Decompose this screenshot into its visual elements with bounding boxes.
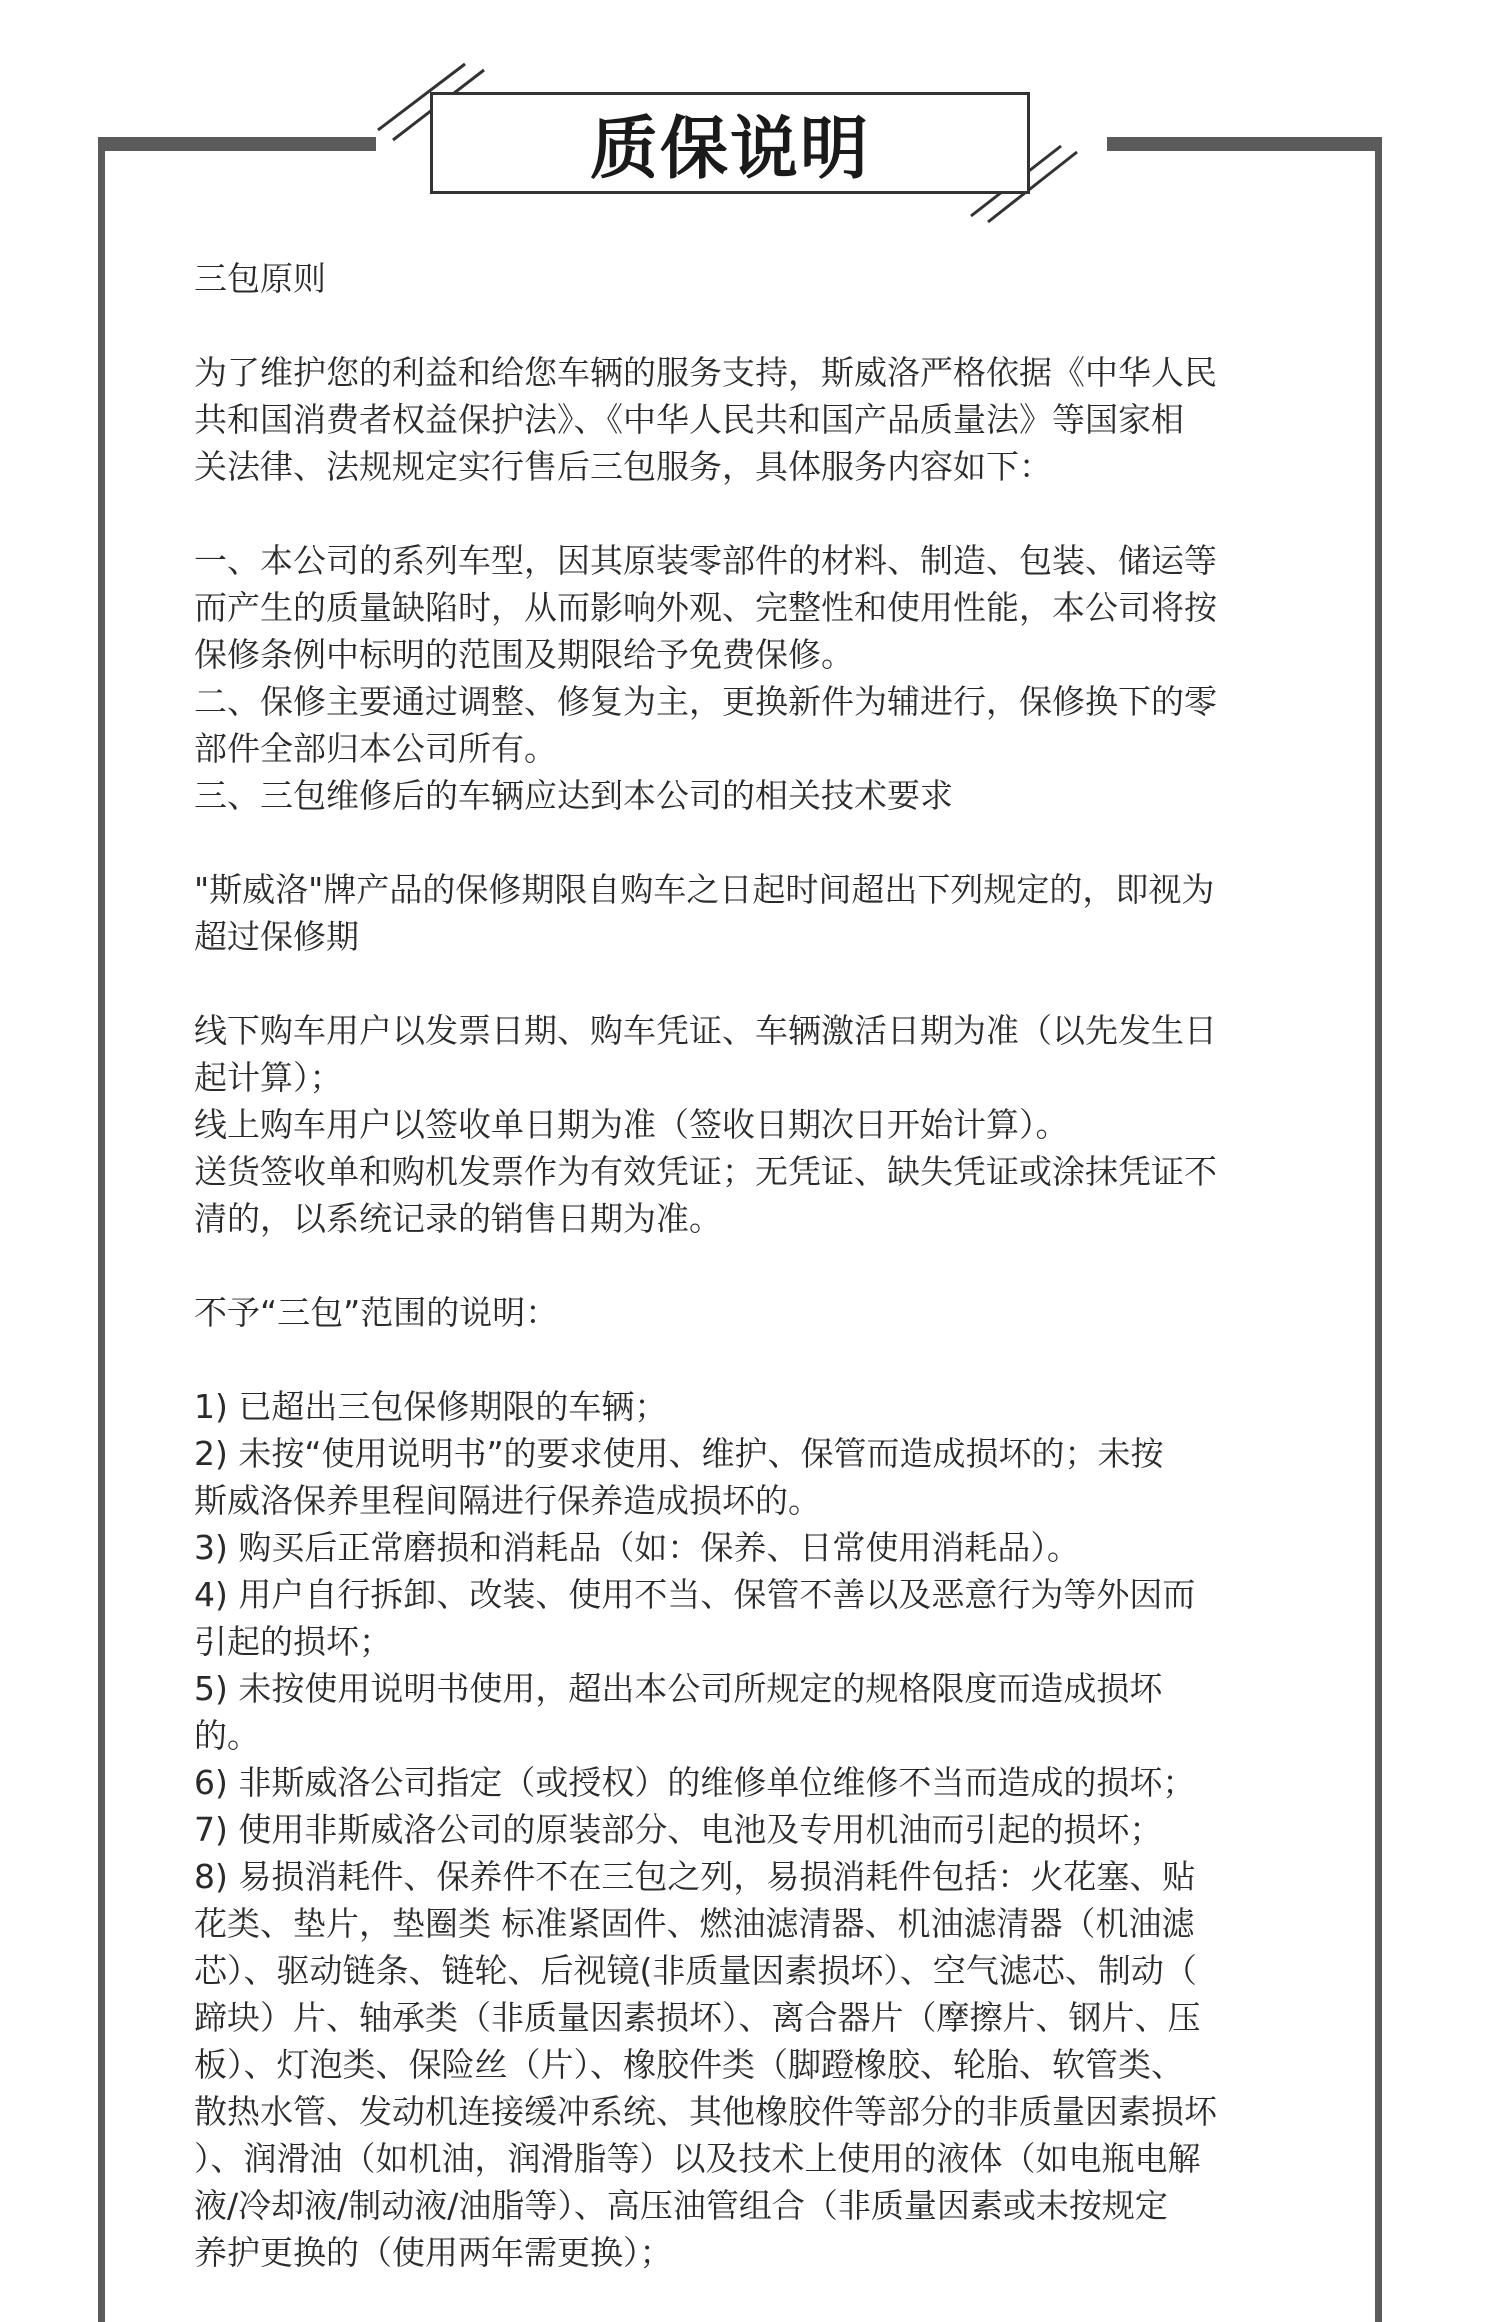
exclusion-line: 斯威洛保养里程间隔进行保养造成损坏的。	[194, 1481, 821, 1520]
intro-line: 关法律、法规规定实行售后三包服务，具体服务内容如下：	[194, 447, 1052, 486]
exclusion-line: 液/冷却液/制动液/油脂等）、高压油管组合（非质量因素或未按规定	[194, 2186, 1168, 2225]
exclusion-line: 6) 非斯威洛公司指定（或授权）的维修单位维修不当而造成的损坏；	[194, 1763, 1196, 1802]
rule-line: 一、本公司的系列车型，因其原装零部件的材料、制造、包装、储运等	[194, 541, 1217, 580]
warranty-content	[194, 255, 1294, 2276]
purchase-line: 送货签收单和购机发票作为有效凭证；无凭证、缺失凭证或涂抹凭证不	[194, 1152, 1217, 1191]
title-box	[430, 92, 1030, 194]
purchase-line: 清的，以系统记录的销售日期为准。	[194, 1199, 722, 1238]
purchase-line: 线下购车用户以发票日期、购车凭证、车辆激活日期为准（以先发生日	[194, 1011, 1217, 1050]
exclusion-line: 的。	[194, 1716, 260, 1755]
period-line: "斯威洛"牌产品的保修期限自购车之日起时间超出下列规定的，即视为	[194, 870, 1215, 909]
exclusion-line: 养护更换的（使用两年需更换）；	[194, 2233, 673, 2272]
exclusion-line: 3) 购买后正常磨损和消耗品（如：保养、日常使用消耗品）。	[194, 1528, 1080, 1567]
exclusion-line: 散热水管、发动机连接缓冲系统、其他橡胶件等部分的非质量因素损坏	[194, 2092, 1217, 2131]
frame-right-bar	[1375, 137, 1382, 2322]
rule-line: 部件全部归本公司所有。	[194, 729, 557, 768]
exclusion-line: 7) 使用非斯威洛公司的原装部分、电池及专用机油而引起的损坏；	[194, 1810, 1163, 1849]
page-title: 质保说明	[589, 109, 870, 189]
exclusion-line: ）、润滑油（如机油，润滑脂等）以及技术上使用的液体（如电瓶电解	[194, 2139, 1201, 2178]
exclusion-line: 引起的损坏；	[194, 1622, 392, 1661]
intro-line: 为了维护您的利益和给您车辆的服务支持，斯威洛严格依据《中华人民	[194, 353, 1217, 392]
purchase-rules	[194, 1007, 1294, 1242]
section-heading: 三包原则	[194, 259, 326, 298]
rule-line: 而产生的质量缺陷时，从而影响外观、完整性和使用性能，本公司将按	[194, 588, 1217, 627]
period-note	[194, 866, 1294, 960]
exclusion-line: 8) 易损消耗件、保养件不在三包之列，易损消耗件包括：火花塞、贴	[194, 1857, 1196, 1896]
exclusion-line: 1) 已超出三包保修期限的车辆；	[194, 1387, 668, 1426]
exclusion-line: 花类、垫片，垫圈类 标准紧固件、燃油滤清器、机油滤清器（机油滤	[194, 1904, 1195, 1943]
rule-line: 保修条例中标明的范围及期限给予免费保修。	[194, 635, 854, 674]
exclusion-line: 蹄块）片、轴承类（非质量因素损坏）、离合器片（摩擦片、钢片、压	[194, 1998, 1201, 2037]
exclusion-line: 2) 未按“使用说明书”的要求使用、维护、保管而造成损坏的；未按	[194, 1434, 1164, 1473]
exclusion-line: 板）、灯泡类、保险丝（片）、橡胶件类（脚蹬橡胶、轮胎、软管类、	[194, 2045, 1184, 2084]
intro-paragraph	[194, 349, 1294, 490]
frame-left-bar	[98, 137, 105, 2322]
exclusion-line: 4) 用户自行拆卸、改装、使用不当、保管不善以及恶意行为等外因而	[194, 1575, 1196, 1614]
rules-list	[194, 537, 1294, 819]
purchase-line: 起计算）；	[194, 1058, 343, 1097]
exclusion-line: 芯）、驱动链条、链轮、后视镜(非质量因素损坏）、空气滤芯、制动（	[194, 1951, 1197, 1990]
period-line: 超过保修期	[194, 917, 359, 956]
rule-line: 三、三包维修后的车辆应达到本公司的相关技术要求	[194, 776, 953, 815]
rule-line: 二、保修主要通过调整、修复为主，更换新件为辅进行，保修换下的零	[194, 682, 1217, 721]
intro-line: 共和国消费者权益保护法》、《中华人民共和国产品质量法》等国家相	[194, 400, 1184, 439]
purchase-line: 线上购车用户以签收单日期为准（签收日期次日开始计算）。	[194, 1105, 1069, 1144]
exclusions-list	[194, 1383, 1294, 2276]
exclusion-heading: 不予“三包”范围的说明：	[194, 1293, 559, 1332]
exclusion-line: 5) 未按使用说明书使用，超出本公司所规定的规格限度而造成损坏	[194, 1669, 1163, 1708]
